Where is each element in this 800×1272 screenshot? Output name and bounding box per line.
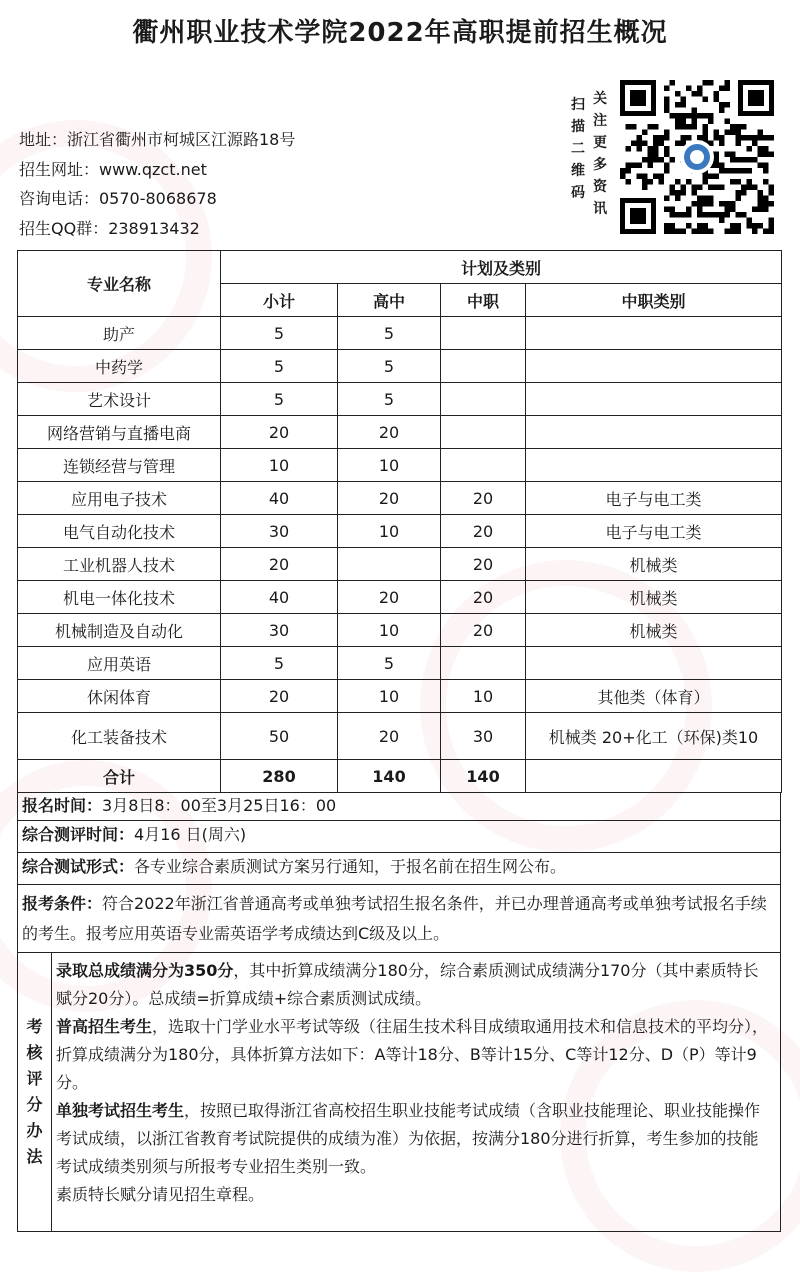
category-cell <box>526 317 782 350</box>
header-subtotal: 小计 <box>221 284 338 317</box>
major-name: 休闲体育 <box>18 680 221 713</box>
eval-total-bold: 录取总成绩满分为350分 <box>56 961 234 980</box>
header-vocational: 中职 <box>441 284 526 317</box>
subtotal-cell: 30 <box>221 614 338 647</box>
table-row <box>18 548 782 581</box>
voc-cell <box>441 449 526 482</box>
table-row <box>18 713 782 760</box>
total-high: 140 <box>338 760 441 793</box>
evaluation-method-section <box>17 953 781 1232</box>
address: 地址：浙江省衢州市柯城区江源路18号 <box>19 130 296 149</box>
conditions-value: 符合2022年浙江省普通高考或单独考试招生报名条件，并已办理普通高考或单独考试报名手续的考生。报考应用英语专业需英语学考成绩达到C级及以上。 <box>22 894 767 943</box>
header-vocational-category: 中职类别 <box>526 284 782 317</box>
voc-cell <box>441 647 526 680</box>
major-name: 机电一体化技术 <box>18 581 221 614</box>
header-high-school: 高中 <box>338 284 441 317</box>
total-row <box>18 760 782 793</box>
category-cell <box>526 449 782 482</box>
evaluation-time-section <box>17 821 781 853</box>
qq-group: 招生QQ群：238913432 <box>19 219 200 238</box>
conditions-label: 报考条件： <box>22 894 103 913</box>
voc-cell <box>441 383 526 416</box>
total-voc: 140 <box>441 760 526 793</box>
evaluation-content <box>56 957 774 1209</box>
table-row <box>18 383 782 416</box>
registration-time-value: 3月8日8：00至3月25日16：00 <box>102 796 337 815</box>
major-name: 化工装备技术 <box>18 713 221 760</box>
registration-time-section <box>17 792 781 821</box>
voc-cell: 20 <box>441 515 526 548</box>
voc-cell <box>441 416 526 449</box>
table-row <box>18 449 782 482</box>
major-name: 应用电子技术 <box>18 482 221 515</box>
category-cell: 其他类（体育） <box>526 680 782 713</box>
high-cell: 20 <box>338 482 441 515</box>
table-row <box>18 317 782 350</box>
major-name: 工业机器人技术 <box>18 548 221 581</box>
high-cell: 10 <box>338 614 441 647</box>
enrollment-plan-table <box>17 250 782 793</box>
voc-cell: 20 <box>441 614 526 647</box>
eval-separate-text: ，按照已取得浙江省高校招生职业技能考试成绩（含职业技能理论、职业技能操作考试成绩，以浙江省教育考试院提供的成绩为准）为依据，按满分180分进行折算，考生参加的技能考试成绩类别须与所报考专业招生类别一致。 <box>56 1101 761 1176</box>
high-cell: 20 <box>338 713 441 760</box>
major-name: 艺术设计 <box>18 383 221 416</box>
voc-cell: 20 <box>441 581 526 614</box>
subtotal-cell: 40 <box>221 482 338 515</box>
registration-time-label: 报名时间： <box>22 796 103 815</box>
voc-cell <box>441 350 526 383</box>
major-name: 网络营销与直播电商 <box>18 416 221 449</box>
high-cell: 20 <box>338 416 441 449</box>
voc-cell: 10 <box>441 680 526 713</box>
high-cell: 5 <box>338 317 441 350</box>
conditions-section <box>17 885 781 953</box>
eval-total-text: ，其中折算成绩满分180分，综合素质测试成绩满分170分（其中素质特长赋分20分）。总成绩=折算成绩+综合素质测试成绩。 <box>56 961 759 1008</box>
total-subtotal: 280 <box>221 760 338 793</box>
table-row <box>18 614 782 647</box>
category-cell: 机械类 <box>526 614 782 647</box>
test-form-section <box>17 853 781 885</box>
category-cell <box>526 383 782 416</box>
table-row <box>18 416 782 449</box>
evaluation-time-label: 综合测评时间： <box>22 825 135 844</box>
voc-cell: 20 <box>441 548 526 581</box>
eval-highschool-text: ，选取十门学业水平考试等级（往届生技术科目成绩取通用技术和信息技术的平均分），折算成绩满分为180分，具体折算方法如下：A等计18分、B等计15分、C等计12分、D（P）等计9分。 <box>56 1017 769 1092</box>
category-cell: 机械类 20+化工（环保)类10 <box>526 713 782 760</box>
voc-cell: 30 <box>441 713 526 760</box>
category-cell <box>526 350 782 383</box>
category-cell: 机械类 <box>526 581 782 614</box>
page-title: 衢州职业技术学院2022年高职提前招生概况 <box>132 18 668 48</box>
high-cell: 20 <box>338 581 441 614</box>
eval-separate-bold: 单独考试招生考生 <box>56 1101 185 1120</box>
eval-paragraph-talent: 素质特长赋分请见招生章程。 <box>56 1185 265 1204</box>
category-cell: 电子与电工类 <box>526 515 782 548</box>
table-row <box>18 680 782 713</box>
total-category <box>526 760 782 793</box>
high-cell: 5 <box>338 350 441 383</box>
voc-cell <box>441 317 526 350</box>
major-name: 中药学 <box>18 350 221 383</box>
category-cell <box>526 647 782 680</box>
major-name: 机械制造及自动化 <box>18 614 221 647</box>
subtotal-cell: 20 <box>221 548 338 581</box>
eval-paragraph-total <box>56 957 774 1013</box>
major-name: 连锁经营与管理 <box>18 449 221 482</box>
voc-cell: 20 <box>441 482 526 515</box>
subtotal-cell: 20 <box>221 680 338 713</box>
high-cell: 10 <box>338 449 441 482</box>
website[interactable]: 招生网址：www.qzct.net <box>19 160 207 179</box>
subtotal-cell: 10 <box>221 449 338 482</box>
evaluation-time-value: 4月16 日(周六) <box>134 825 247 844</box>
header-major: 专业名称 <box>18 251 221 317</box>
table-row <box>18 482 782 515</box>
high-cell: 10 <box>338 515 441 548</box>
subtotal-cell: 5 <box>221 350 338 383</box>
test-form-label: 综合测试形式： <box>22 857 135 876</box>
subtotal-cell: 5 <box>221 317 338 350</box>
eval-highschool-bold: 普高招生考生 <box>56 1017 153 1036</box>
table-row <box>18 350 782 383</box>
high-cell: 10 <box>338 680 441 713</box>
eval-paragraph-separate <box>56 1097 774 1181</box>
major-name: 助产 <box>18 317 221 350</box>
evaluation-side-label-cell <box>18 953 52 1231</box>
table-row <box>18 581 782 614</box>
qr-hint-left: 扫描二维码 <box>571 97 585 201</box>
subtotal-cell: 50 <box>221 713 338 760</box>
major-name: 电气自动化技术 <box>18 515 221 548</box>
category-cell <box>526 416 782 449</box>
high-cell: 5 <box>338 647 441 680</box>
subtotal-cell: 40 <box>221 581 338 614</box>
high-cell: 5 <box>338 383 441 416</box>
header-plan: 计划及类别 <box>221 251 782 284</box>
subtotal-cell: 5 <box>221 383 338 416</box>
table-row <box>18 647 782 680</box>
major-name: 应用英语 <box>18 647 221 680</box>
qr-hint-right: 关注更多资讯 <box>593 91 607 217</box>
table-row <box>18 515 782 548</box>
category-cell: 电子与电工类 <box>526 482 782 515</box>
test-form-value: 各专业综合素质测试方案另行通知，于报名前在招生网公布。 <box>134 857 567 876</box>
category-cell: 机械类 <box>526 548 782 581</box>
eval-paragraph-highschool <box>56 1013 774 1097</box>
phone: 咨询电话：0570-8068678 <box>19 189 217 208</box>
subtotal-cell: 20 <box>221 416 338 449</box>
total-label: 合计 <box>18 760 221 793</box>
subtotal-cell: 5 <box>221 647 338 680</box>
subtotal-cell: 30 <box>221 515 338 548</box>
high-cell <box>338 548 441 581</box>
evaluation-side-label: 考核评分办法 <box>26 1017 43 1166</box>
qr-code-icon <box>612 72 782 242</box>
